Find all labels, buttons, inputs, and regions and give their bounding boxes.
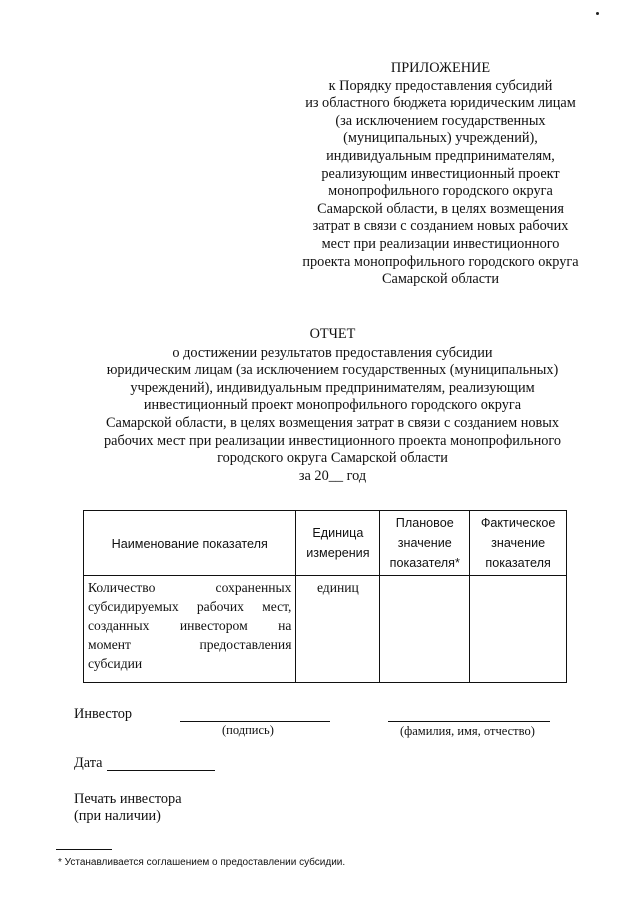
appendix-line: (муниципальных) учреждений), xyxy=(343,130,538,147)
report-subtitle-line: юридическим лицам (за исключением государственных (муниципальных) xyxy=(106,362,559,379)
appendix-line: индивидуальным предпринимателям, xyxy=(326,147,555,164)
header-indicator-label: Наименование показателя xyxy=(111,537,268,551)
appendix-line: к Порядку предоставления субсидий xyxy=(328,77,553,94)
header-unit xyxy=(296,511,380,576)
indicator-line: созданных инвестором на xyxy=(88,618,292,633)
footnote: * Устанавливается соглашением о предоставлении субсидии. xyxy=(58,857,346,868)
appendix-line: Самарской области xyxy=(381,271,500,288)
indicator-line: Количество сохраненных xyxy=(88,580,292,595)
scan-dot xyxy=(596,12,599,15)
header-planned-line: показателя* xyxy=(389,556,460,570)
cell-indicator xyxy=(84,576,296,683)
header-planned-line: значение xyxy=(397,536,452,550)
table-header-row xyxy=(84,511,567,576)
seal-label: Печать инвестора xyxy=(74,791,182,807)
indicator-line: субсидии xyxy=(88,656,143,671)
report-subtitle-line: рабочих мест при реализации инвестиционного проекта монопрофильного xyxy=(103,432,562,449)
cell-actual[interactable] xyxy=(470,576,567,683)
footnote-divider xyxy=(56,849,112,850)
indicator-line: субсидируемых рабочих мест, xyxy=(88,599,292,614)
report-period: за 20__ год xyxy=(298,467,367,484)
report-subtitle-line: инвестиционный проект монопрофильного городского округа xyxy=(143,397,522,414)
appendix-line: Самарской области, в целях возмещения xyxy=(317,200,564,217)
report-heading xyxy=(80,326,585,485)
header-planned xyxy=(380,511,470,576)
appendix-line: из областного бюджета юридическим лицам xyxy=(305,95,576,112)
appendix-line: затрат в связи с созданием новых рабочих xyxy=(312,218,569,235)
appendix-header xyxy=(288,60,593,289)
report-subtitle-line: Самарской области, в целях возмещения затрат в связи с созданием новых xyxy=(105,414,560,431)
indicator-line: момент предоставления xyxy=(88,637,292,652)
header-indicator xyxy=(84,511,296,576)
cell-unit: единиц xyxy=(296,576,380,683)
report-subtitle-line: о достижении результатов предоставления субсидии xyxy=(172,344,493,361)
header-unit-line: измерения xyxy=(306,546,370,560)
appendix-line: (за исключением государственных xyxy=(335,112,546,129)
header-actual-line: Фактическое xyxy=(480,516,556,530)
appendix-title: ПРИЛОЖЕНИЕ xyxy=(390,60,491,76)
date-label: Дата xyxy=(74,755,103,771)
header-unit-line: Единица xyxy=(312,526,364,540)
appendix-line: мест при реализации инвестиционного xyxy=(321,235,560,252)
indicators-table xyxy=(83,510,567,683)
seal-note: (при наличии) xyxy=(74,808,161,824)
full-name-line[interactable] xyxy=(388,721,550,722)
table-row xyxy=(84,576,567,683)
date-line[interactable] xyxy=(107,770,215,771)
appendix-line: проекта монопрофильного городского округа xyxy=(302,253,579,270)
header-actual-line: значение xyxy=(491,536,546,550)
report-subtitle-line: учреждений), индивидуальным предпринимателям, реализующим xyxy=(130,379,535,396)
report-subtitle-line: городского округа Самарской области xyxy=(217,450,448,467)
header-actual-line: показателя xyxy=(485,556,551,570)
appendix-line: реализующим инвестиционный проект xyxy=(321,165,560,182)
cell-planned[interactable] xyxy=(380,576,470,683)
signature-line[interactable] xyxy=(180,721,330,722)
signature-caption: (подпись) xyxy=(222,723,274,737)
header-planned-line: Плановое xyxy=(395,516,454,530)
full-name-caption: (фамилия, имя, отчество) xyxy=(400,724,535,738)
appendix-line: монопрофильного городского округа xyxy=(328,183,553,200)
report-title: ОТЧЕТ xyxy=(309,326,356,342)
header-actual xyxy=(470,511,567,576)
investor-label: Инвестор xyxy=(74,706,133,722)
